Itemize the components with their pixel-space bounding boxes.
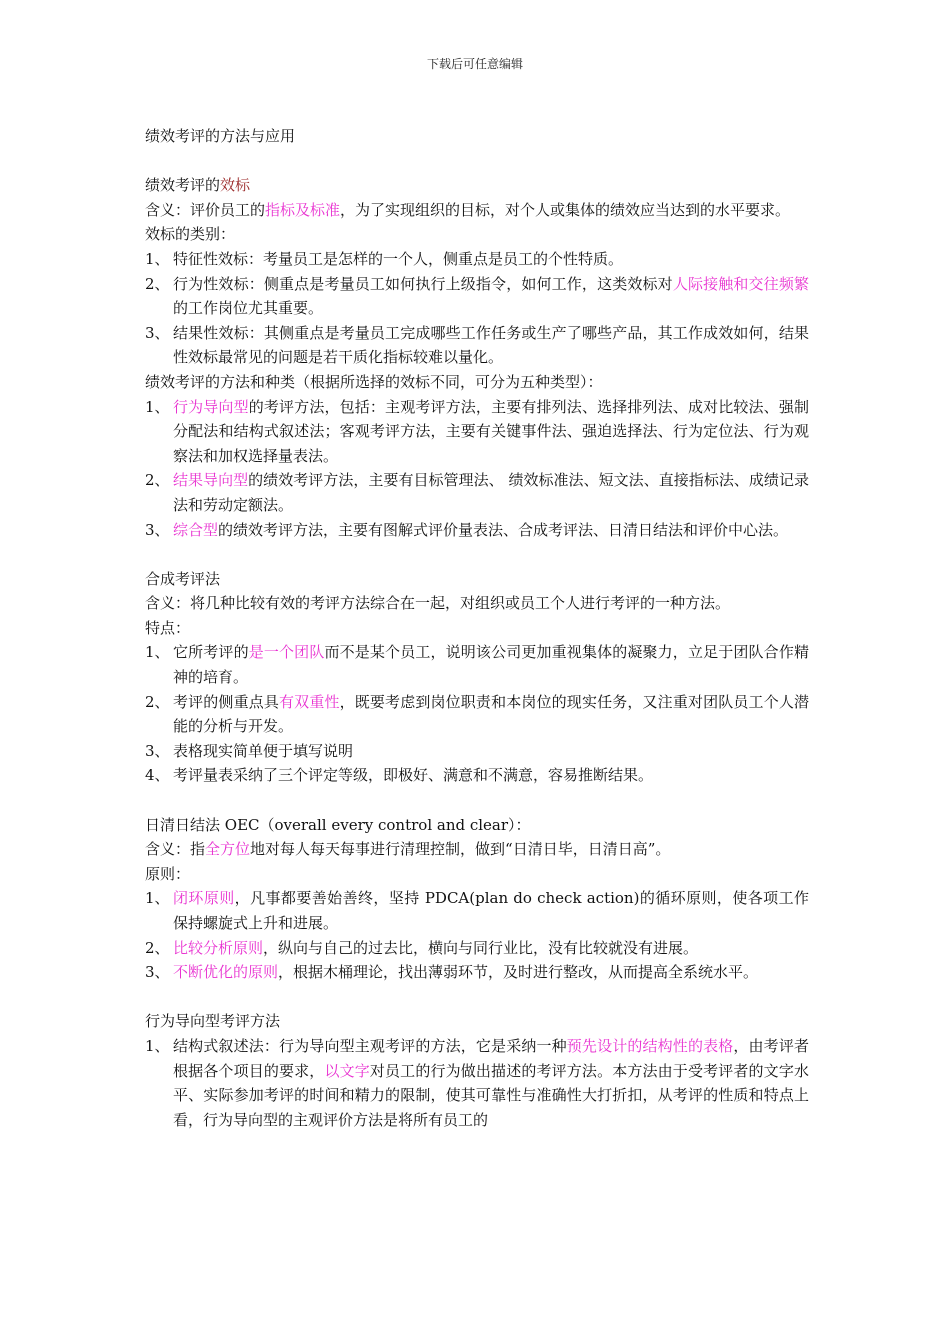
list-number: 1、 <box>145 397 170 416</box>
highlight-text: 行为导向型 <box>173 397 249 416</box>
spacer <box>145 542 809 567</box>
list-item <box>145 960 809 985</box>
list-text: 考评量表采纳了三个评定等级，即极好、满意和不满意，容易推断结果。 <box>173 766 654 785</box>
list-number: 2、 <box>145 692 170 711</box>
list-text: ，凡事都要善始善终，坚持 PDCA(plan do check action)的循环原则，使各项工作保持螺旋式上升和进展。 <box>173 889 809 932</box>
list-number: 3、 <box>145 323 170 342</box>
definition-text: 含义：指 <box>145 840 206 859</box>
list-item <box>145 739 809 764</box>
list-item <box>145 640 809 689</box>
list-item <box>145 395 809 469</box>
spacer <box>145 149 809 174</box>
list-text: 而不是某个员工，说明该公司更加重视集体的凝聚力，立足于团队合作精神的培育。 <box>173 643 809 687</box>
highlight-text: 结果导向型 <box>173 471 249 490</box>
section-heading-behavior: 行为导向型考评方法 <box>145 1012 281 1031</box>
list-item <box>145 886 809 935</box>
features-label: 特点： <box>145 618 191 637</box>
list-text: 的绩效考评方法，主要有目标管理法、 绩效标准法、短文法、直接指标法、成绩记录法和劳动定额法。 <box>173 471 809 514</box>
list-item <box>145 936 809 961</box>
section-heading-criteria <box>145 173 809 198</box>
composite-definition: 含义：将几种比较有效的考评方法综合在一起，对组织或员工个人进行考评的一种方法。 <box>145 594 731 613</box>
criteria-definition <box>145 198 809 223</box>
heading-text: 绩效考评的 <box>145 176 221 195</box>
spacer <box>145 985 809 1010</box>
highlight-text: 全方位 <box>205 840 251 859</box>
oec-definition <box>145 837 809 862</box>
section-heading-oec: 日清日结法 OEC（overall every control and clear）： <box>145 815 531 834</box>
list-number: 3、 <box>145 963 170 982</box>
highlight-text: 是一个团队 <box>248 643 325 662</box>
list-text: ，由考评者根据各个项目的要求， <box>173 1036 809 1080</box>
list-text: 它所考评的 <box>173 643 249 662</box>
list-item <box>145 272 809 321</box>
criteria-types-label: 效标的类别： <box>145 225 236 244</box>
page-header: 下载后可任意编辑 <box>426 57 523 71</box>
list-text: 特征性效标：考量员工是怎样的一个人，侧重点是员工的个性特质。 <box>173 249 624 268</box>
list-number: 2、 <box>145 274 170 293</box>
highlight-text: 指标及标准 <box>265 200 341 219</box>
list-item <box>145 247 809 272</box>
list-text: 的考评方法，包括：主观考评方法，主要有排列法、选择排列法、成对比较法、强制分配法和结构式叙述法；客观考评方法，主要有关键事件法、强迫选择法、行为定位法、行为观察法和加权选择量表法。 <box>173 397 809 465</box>
definition-text: 含义：评价员工的 <box>145 200 266 219</box>
list-number: 1、 <box>145 643 170 662</box>
list-text: 表格现实简单便于填写说明 <box>173 741 354 760</box>
highlight-text: 人际接触和交往频繁 <box>672 274 809 293</box>
highlight-text: 综合型 <box>173 520 219 539</box>
highlight-text: 不断优化的原则 <box>173 963 279 982</box>
list-text: 的工作岗位尤其重要。 <box>173 299 324 318</box>
list-item <box>145 518 809 543</box>
section-heading-composite: 合成考评法 <box>145 569 221 588</box>
spacer <box>145 788 809 813</box>
list-number: 1、 <box>145 249 170 268</box>
list-text: ，根据木桶理论，找出薄弱环节，及时进行整改，从而提高全系统水平。 <box>278 963 759 982</box>
highlight-text: 以文字 <box>324 1061 370 1080</box>
principles-label: 原则： <box>145 864 191 883</box>
list-number: 2、 <box>145 938 170 957</box>
list-text: 对员工的行为做出描述的考评方法。本方法由于受考评者的文字水平、实际参加考评的时间和精力的限制，使其可靠性与准确性大打折扣，从考评的性质和特点上看，行为导向型的主观评价方法是将所有员工的 <box>173 1061 809 1129</box>
definition-text: ，为了实现组织的目标，对个人或集体的绩效应当达到的水平要求。 <box>340 200 791 219</box>
document-title: 绩效考评的方法与应用 <box>145 127 296 145</box>
list-number: 3、 <box>145 741 170 760</box>
list-item <box>145 690 809 739</box>
list-number: 4、 <box>145 766 170 785</box>
list-item <box>145 1034 809 1132</box>
list-item <box>145 468 809 517</box>
list-item <box>145 763 809 788</box>
list-number: 1、 <box>145 889 170 908</box>
list-text: 考评的侧重点具 <box>173 692 280 711</box>
list-text: 结构式叙述法：行为导向型主观考评的方法，它是采纳一种 <box>173 1036 567 1055</box>
methods-label: 绩效考评的方法和种类（根据所选择的效标不同，可分为五种类型）： <box>145 372 603 391</box>
highlight-text: 闭环原则 <box>173 889 235 908</box>
definition-text: 地对每人每天每事进行清理控制，做到“日清日毕，日清日高”。 <box>250 840 671 859</box>
list-text: ，纵向与自己的过去比，横向与同行业比，没有比较就没有进展。 <box>263 938 699 957</box>
highlight-text: 比较分析原则 <box>173 938 264 957</box>
list-text: 的绩效考评方法，主要有图解式评价量表法、合成考评法、日清日结法和评价中心法。 <box>218 520 789 539</box>
highlight-text: 有双重性 <box>279 692 340 711</box>
document-body <box>145 124 809 1132</box>
list-text: 结果性效标：其侧重点是考量员工完成哪些工作任务或生产了哪些产品，其工作成效如何，结果性效标最常见的问题是若干质化指标较难以量化。 <box>173 323 809 367</box>
list-text: ，既要考虑到岗位职责和本岗位的现实任务，又注重对团队员工个人潜能的分析与开发。 <box>173 692 809 736</box>
list-number: 1、 <box>145 1036 170 1055</box>
list-number: 2、 <box>145 471 170 490</box>
list-number: 3、 <box>145 520 170 539</box>
heading-highlight: 效标 <box>220 176 251 195</box>
list-item <box>145 321 809 370</box>
highlight-text: 预先设计的结构性的表格 <box>566 1036 734 1055</box>
list-text: 行为性效标：侧重点是考量员工如何执行上级指令，如何工作，这类效标对 <box>173 274 673 293</box>
